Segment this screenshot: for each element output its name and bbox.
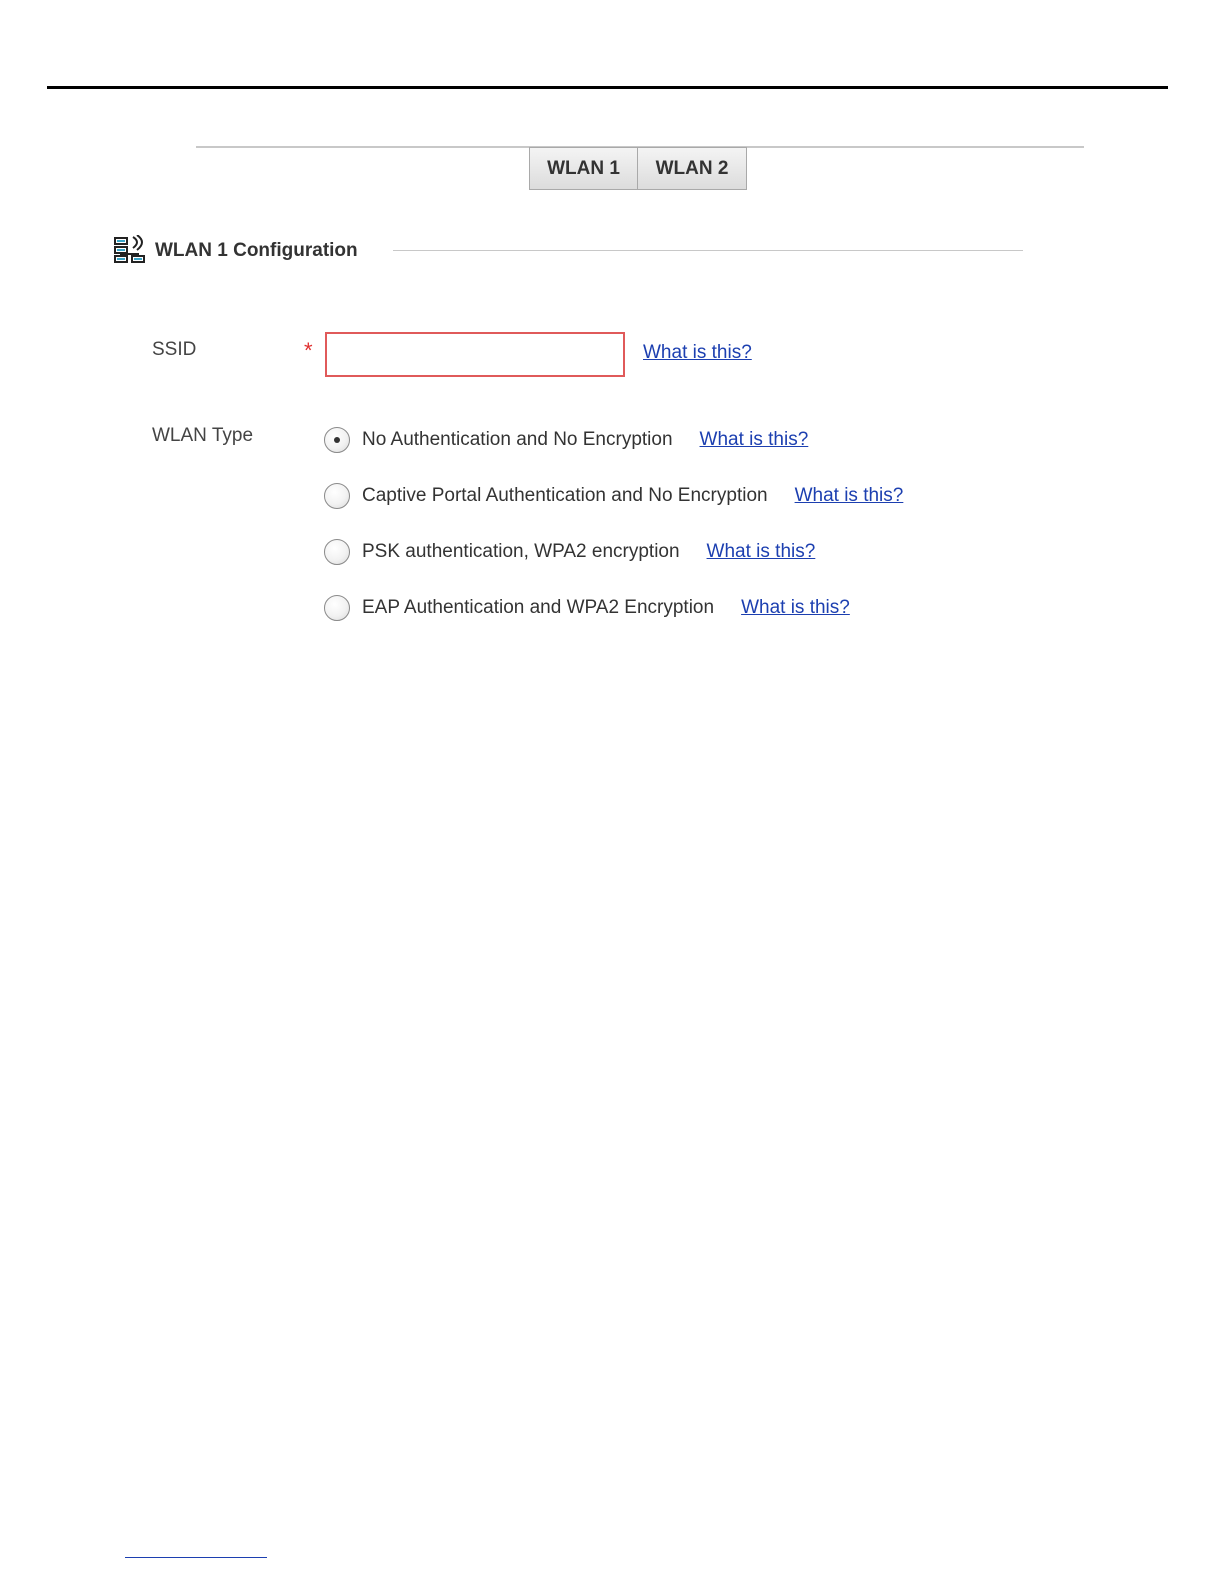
radio-psk[interactable] [324, 539, 350, 565]
wlan-type-option [324, 593, 850, 623]
section-divider [393, 250, 1023, 251]
radio-selected-dot [334, 437, 340, 443]
wlan-type-option [324, 425, 808, 455]
ssid-label: SSID [152, 339, 197, 360]
wlan-network-icon [113, 235, 147, 267]
wlan-type-option [324, 481, 903, 511]
option-help-link[interactable]: What is this? [706, 541, 816, 562]
page-top-rule [47, 86, 1168, 89]
tab-wlan-2[interactable]: WLAN 2 [638, 147, 747, 190]
section-header [113, 235, 358, 267]
radio-captive-portal[interactable] [324, 483, 350, 509]
option-help-link[interactable]: What is this? [794, 485, 904, 506]
footnote-rule [125, 1557, 267, 1558]
radio-label[interactable]: PSK authentication, WPA2 encryption [362, 541, 680, 562]
radio-label[interactable]: No Authentication and No Encryption [362, 429, 673, 450]
radio-no-auth[interactable] [324, 427, 350, 453]
wlan-tabs [529, 147, 747, 190]
radio-label[interactable]: Captive Portal Authentication and No Encryption [362, 485, 768, 506]
ssid-input[interactable] [325, 332, 625, 377]
option-help-link[interactable]: What is this? [741, 597, 850, 618]
radio-eap[interactable] [324, 595, 350, 621]
wlan-type-label: WLAN Type [152, 425, 254, 446]
option-help-link[interactable]: What is this? [699, 429, 809, 450]
section-title: WLAN 1 Configuration [155, 240, 358, 261]
required-asterisk-icon: * [304, 338, 313, 363]
ssid-help-link[interactable]: What is this? [643, 342, 752, 363]
wlan-type-option [324, 537, 815, 567]
radio-label[interactable]: EAP Authentication and WPA2 Encryption [362, 597, 715, 618]
tab-wlan-1[interactable]: WLAN 1 [529, 147, 638, 190]
